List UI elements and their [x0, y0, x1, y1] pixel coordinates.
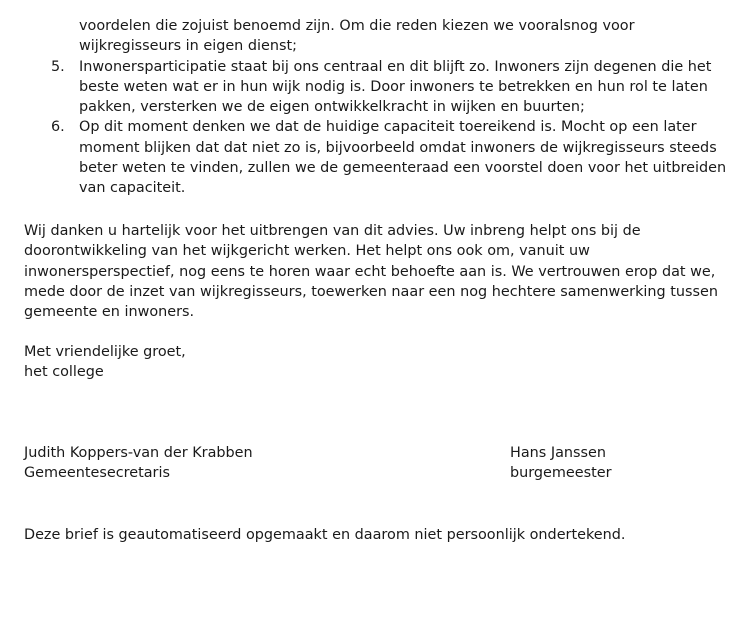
list-item	[0, 57, 739, 118]
list-item-number: 6.	[51, 119, 65, 136]
list-item-line: Inwonersparticipatie staat bij ons centraal en dit blijft zo. Inwoners zijn degenen die het	[79, 58, 712, 75]
list-item-line: beste weten wat er in hun wijk nodig is. Door inwoners te betrekken en hun rol te laten	[79, 78, 708, 95]
list-item-line: voordelen die zojuist benoemd zijn. Om die reden kiezen we vooralsnog voor	[79, 18, 635, 34]
list-item-line: beter weten te vinden, zullen we de gemeenteraad een voorstel doen voor het uitbreiden	[79, 160, 727, 177]
closing-paragraph	[24, 221, 741, 322]
paragraph-line: mede door de inzet van wijkregisseurs, toewerken naar een nog hechtere samenwerking tussen	[24, 283, 718, 300]
sender-line: het college	[24, 364, 104, 381]
paragraph-line: gemeente en inwoners.	[24, 304, 195, 321]
signatory-title: burgemeester	[510, 465, 612, 482]
greeting	[24, 342, 741, 383]
list-item-line: wijkregisseurs in eigen dienst;	[79, 38, 297, 55]
list-item	[0, 16, 739, 57]
list-item	[0, 117, 739, 198]
paragraph-line: inwonersperspectief, nog eens te horen waar echt behoefte aan is. We vertrouwen erop dat we,	[24, 263, 716, 280]
numbered-list	[0, 16, 741, 199]
list-item-line: van capaciteit.	[79, 180, 186, 197]
list-item-line: moment blijken dat dat niet zo is, bijvoorbeeld omdat inwoners de wijkregisseurs steeds	[79, 139, 717, 156]
signatory-right	[510, 443, 612, 484]
signatory-title: Gemeentesecretaris	[24, 465, 170, 482]
signatory-left	[24, 443, 253, 484]
list-item-line: pakken, versterken we de eigen ontwikkelkracht in wijken en buurten;	[79, 99, 585, 116]
automation-footnote: Deze brief is geautomatiseerd opgemaakt en daarom niet persoonlijk ondertekend.	[24, 527, 626, 543]
paragraph-line: Wij danken u hartelijk voor het uitbrengen van dit advies. Uw inbreng helpt ons bij de	[24, 223, 641, 239]
list-item-line: Op dit moment denken we dat de huidige capaciteit toereikend is. Mocht op een later	[79, 119, 697, 136]
signatory-name: Judith Koppers-van der Krabben	[24, 445, 253, 461]
list-item-number: 5.	[51, 58, 65, 75]
paragraph-line: doorontwikkeling van het wijkgericht werken. Het helpt ons ook om, vanuit uw	[24, 243, 590, 260]
greeting-line: Met vriendelijke groet,	[24, 344, 186, 360]
signatory-name: Hans Janssen	[510, 445, 606, 461]
